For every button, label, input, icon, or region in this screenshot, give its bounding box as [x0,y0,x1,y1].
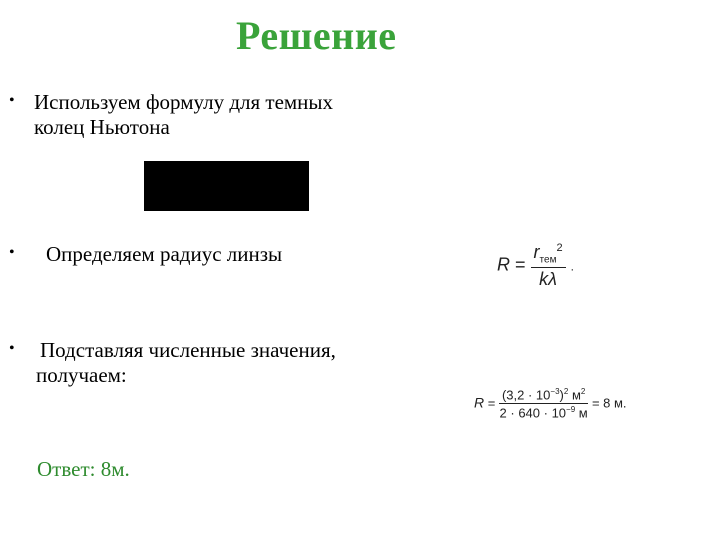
formula-fraction [531,242,566,290]
formula-num-close: ) [559,387,564,403]
bullet-marker: • [9,92,15,109]
formula-num-lhs: R [474,394,485,411]
formula-trail: . [570,259,574,274]
bullet-3-line-1: Подставляя численные значения, [40,338,336,362]
bullet-3-line-2: получаем: [36,363,127,387]
formula-radius [497,242,574,290]
formula-num-sub: тем [539,254,557,266]
bullet-marker: • [9,244,15,261]
formula-denominator: kλ [539,268,557,289]
formula-eq: = [515,254,526,275]
formula-den-exp: −9 [566,405,576,415]
formula-numeric [474,387,627,421]
formula-num-base: (3,2 · 10 [501,387,551,403]
formula-num-r: r [533,242,540,262]
formula-num-denominator [500,404,588,420]
formula-image-black [144,161,309,211]
bullet-2-line-1: Определяем радиус линзы [46,242,283,266]
formula-num-eq: = [487,395,496,411]
formula-lhs: R [497,254,510,275]
formula-num-unit: м [571,387,581,403]
slide-title: Решение [236,13,397,58]
formula-num-numerator [499,387,588,404]
formula-num-sup: 2 [556,242,563,254]
formula-num-exp: −3 [550,387,560,396]
bullet-1-line-2: колец Ньютона [34,115,170,139]
formula-num-result: = 8 м. [591,395,627,411]
formula-den-unit: м [578,405,588,421]
formula-num-unit-pow: 2 [580,387,586,396]
formula-numerator [531,242,566,268]
formula-num-fraction [499,387,588,421]
bullet-1-line-1: Используем формулу для темных [34,90,334,114]
formula-den-text: 2 · 640 · 10 [499,405,567,421]
formula-num-pow: 2 [563,387,569,396]
bullet-marker: • [9,340,15,357]
answer-text: Ответ: 8м. [37,457,130,481]
